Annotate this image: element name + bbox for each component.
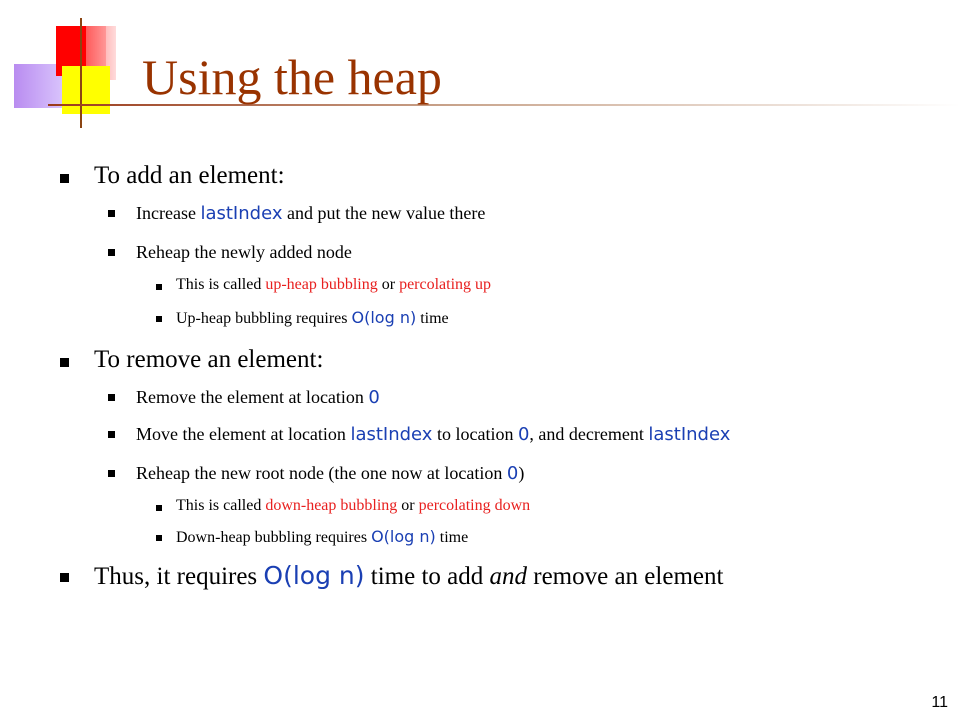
- bullet-remove-3b: Down-heap bubbling requires O(log n) time: [60, 527, 920, 547]
- bullet-square-icon: [108, 431, 115, 438]
- bullet-add-heading: To add an element:: [60, 162, 920, 190]
- bullet-square-icon: [156, 316, 162, 322]
- bullet-square-icon: [156, 284, 162, 290]
- bullet-add-2b: Up-heap bubbling requires O(log n) time: [60, 308, 920, 328]
- bullet-remove-heading: To remove an element:: [60, 346, 920, 374]
- slide-logo: [0, 0, 130, 130]
- bullet-square-icon: [60, 573, 69, 582]
- bullet-remove-3a: This is called down-heap bubbling or percolating down: [60, 497, 920, 515]
- bullet-add-1: Increase lastIndex and put the new value there: [60, 200, 920, 227]
- bullet-add-2: Reheap the newly added node: [60, 239, 920, 266]
- slide-content: [60, 162, 920, 591]
- bullet-remove-3: Reheap the new root node (the one now at location 0): [60, 460, 920, 487]
- bullet-square-icon: [156, 505, 162, 511]
- logo-yellow-square: [62, 66, 110, 114]
- logo-vertical-line: [80, 18, 82, 128]
- bullet-thus: Thus, it requires O(log n) time to add and remove an element: [60, 561, 920, 591]
- bullet-square-icon: [60, 174, 69, 183]
- bullet-square-icon: [108, 210, 115, 217]
- bullet-square-icon: [60, 358, 69, 367]
- slide-title: Using the heap: [142, 49, 442, 105]
- bullet-square-icon: [108, 470, 115, 477]
- bullet-square-icon: [108, 394, 115, 401]
- page-number: 11: [931, 694, 948, 711]
- bullet-square-icon: [156, 535, 162, 541]
- bullet-remove-1: Remove the element at location 0: [60, 384, 920, 411]
- bullet-remove-2: Move the element at location lastIndex to location 0, and decrement lastIndex: [60, 421, 920, 448]
- bullet-square-icon: [108, 249, 115, 256]
- bullet-add-2a: This is called up-heap bubbling or percolating up: [60, 276, 920, 294]
